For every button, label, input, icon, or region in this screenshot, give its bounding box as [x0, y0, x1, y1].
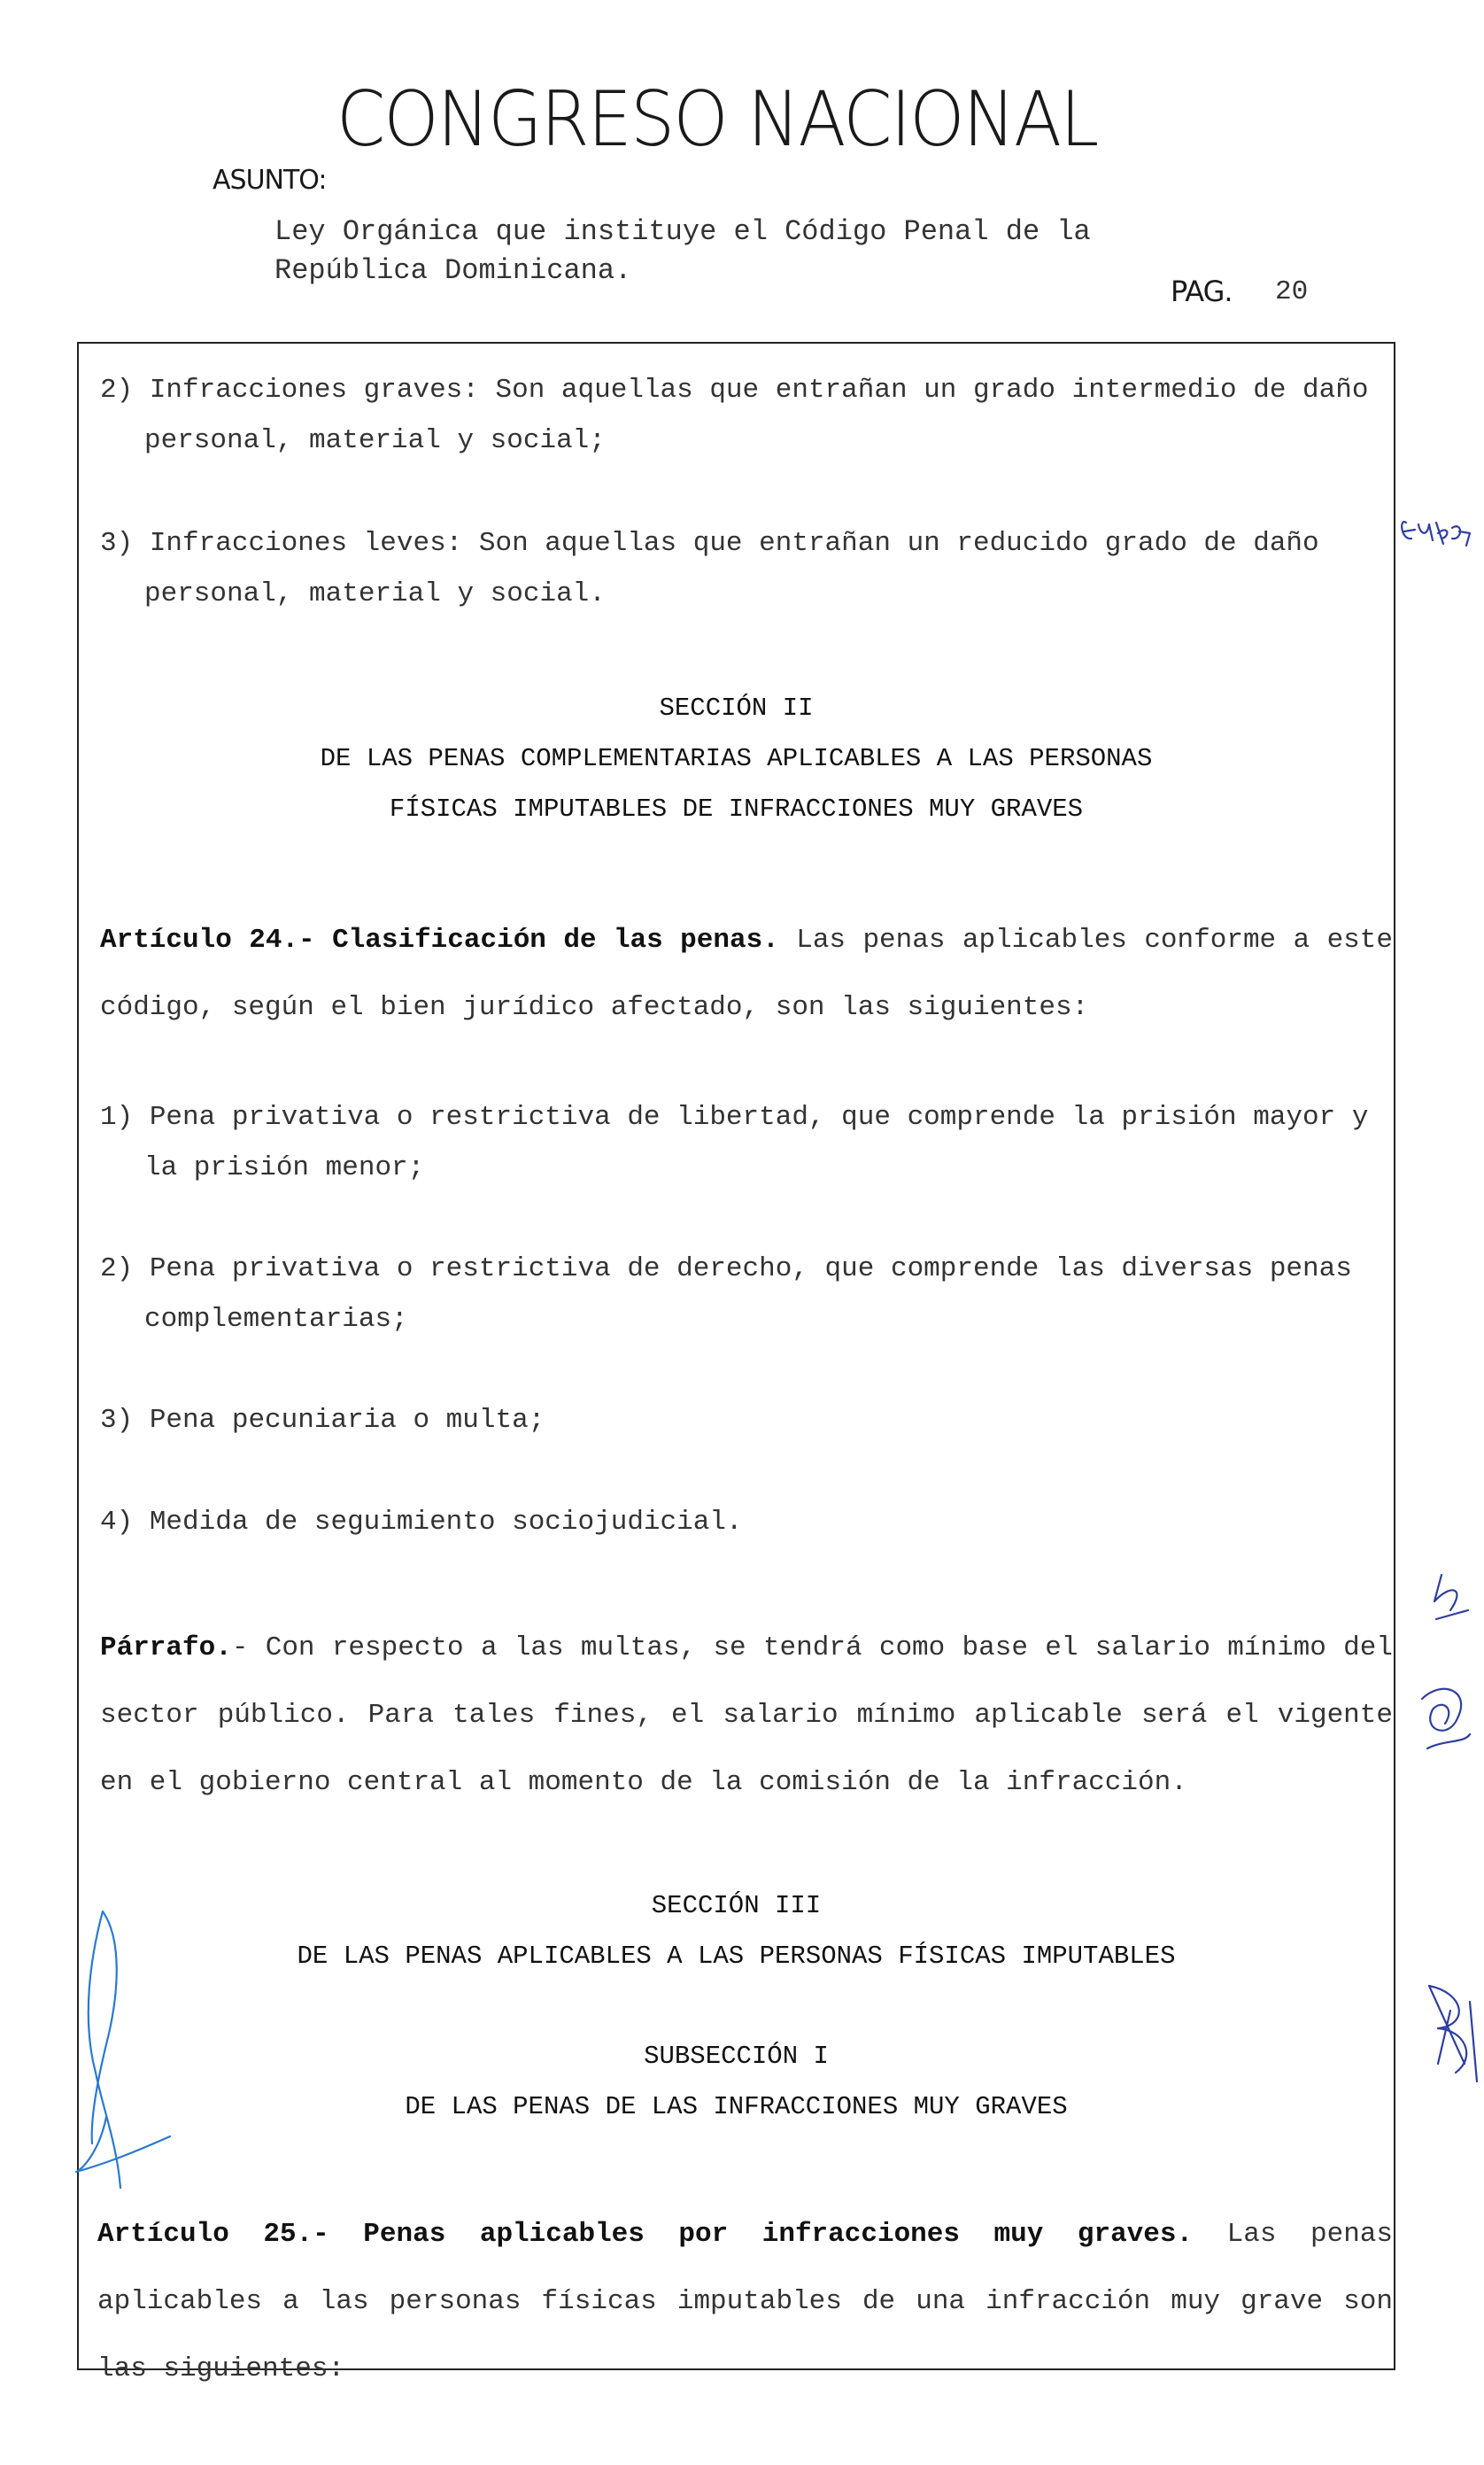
paragraph-multas: [100, 1615, 1393, 1817]
handwritten-initials: [1397, 505, 1484, 567]
list-item-penalty: [100, 1092, 1384, 1193]
section-heading: SECCIÓN III: [651, 1891, 822, 1920]
section-subtitle: FÍSICAS IMPUTABLES DE INFRACCIONES MUY GRAVES: [389, 795, 1084, 824]
list-item-number: 2): [100, 1253, 134, 1284]
list-item-penalty: [100, 1497, 1384, 1547]
article-text: Las penas aplicables conforme a este código, según el bien jurídico afectado, son las siguientes:: [100, 925, 1393, 1023]
subsection-subtitle: DE LAS PENAS DE LAS INFRACCIONES MUY GRAVES: [405, 2092, 1068, 2121]
article-title: Artículo 24.- Clasificación de las penas.: [100, 925, 779, 956]
handwritten-initials: [1415, 1566, 1479, 1770]
list-item-penalty: [100, 1244, 1384, 1345]
list-item-text: Pena privativa o restrictiva de libertad, que comprende la prisión mayor y la prisión menor;: [144, 1102, 1369, 1183]
section-subtitle: DE LAS PENAS APLICABLES A LAS PERSONAS FÍSICAS IMPUTABLES: [297, 1942, 1176, 1971]
paragraph-title: Párrafo.: [100, 1632, 232, 1663]
list-item-infracciones-graves: [100, 365, 1384, 466]
list-item-infracciones-leves: [100, 518, 1384, 619]
list-item-number: 4): [100, 1507, 134, 1538]
list-item-text: Medida de seguimiento sociojudicial.: [149, 1507, 743, 1538]
page-number: 20: [1275, 276, 1309, 307]
article-24: [100, 907, 1393, 1042]
list-item-text: Infracciones leves: Son aquellas que entrañan un reducido grado de daño personal, material y social.: [144, 528, 1319, 609]
list-item-number: 3): [100, 1405, 134, 1436]
subsection-heading: SUBSECCIÓN I: [644, 2042, 829, 2071]
asunto-label: ASUNTO:: [213, 165, 327, 196]
section-heading: SECCIÓN II: [659, 694, 814, 723]
list-item-text: Infracciones graves: Son aquellas que entrañan un grado intermedio de daño personal, material y social;: [144, 375, 1369, 456]
list-item-number: 1): [100, 1102, 134, 1133]
paragraph-text: - Con respecto a las multas, se tendrá como base el salario mínimo del sector público. Para tales fines, el salario mínimo aplicable será el vigente en el gobierno central al momento de la comisión de la infracción.: [100, 1632, 1393, 1798]
list-item-text: Pena pecuniaria o multa;: [149, 1405, 545, 1436]
document-title: CONGRESO NACIONAL: [336, 75, 1098, 164]
list-item-number: 3): [100, 528, 134, 559]
list-item-number: 2): [100, 375, 134, 406]
article-title: Artículo 25.- Penas aplicables por infracciones muy graves.: [97, 2219, 1194, 2250]
article-25: [97, 2201, 1393, 2403]
article-text: Las penas aplicables a las personas físicas imputables de una infracción muy grave son las siguientes:: [97, 2219, 1393, 2384]
section-subtitle: DE LAS PENAS COMPLEMENTARIAS APLICABLES A LAS PERSONAS: [320, 744, 1153, 773]
page-label: PAG.: [1171, 275, 1233, 308]
handwritten-signature: [73, 1904, 179, 2223]
list-item-text: Pena privativa o restrictiva de derecho, que comprende las diversas penas complementarias;: [144, 1253, 1352, 1335]
list-item-penalty: [100, 1395, 1384, 1446]
subject-text: Ley Orgánica que instituye el Código Penal de la República Dominicana.: [274, 215, 1091, 287]
handwritten-initials: [1420, 1975, 1482, 2090]
